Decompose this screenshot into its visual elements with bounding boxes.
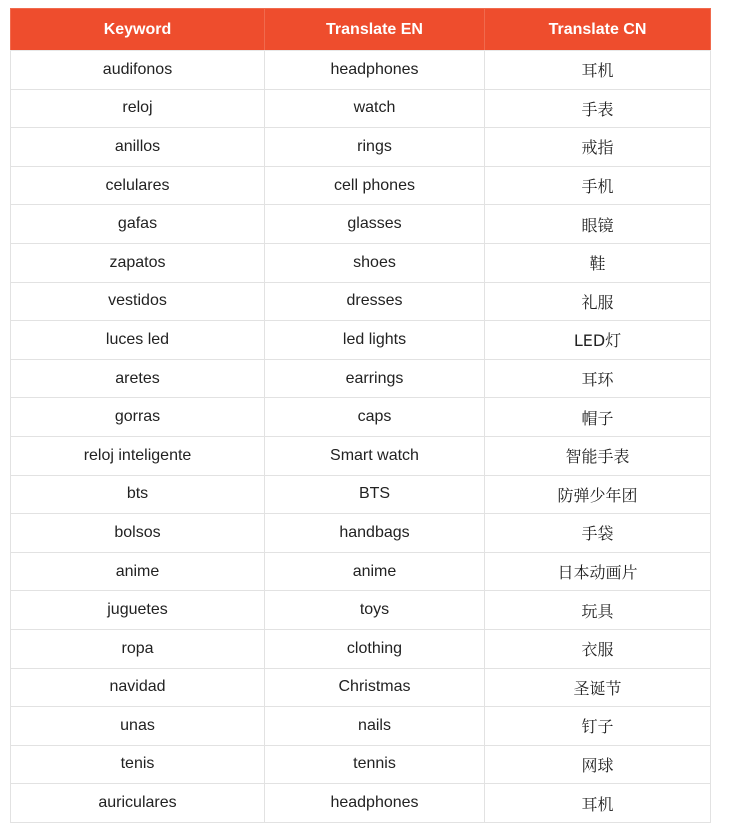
cell-translate-cn: 网球 [485,745,711,784]
cell-keyword: anillos [11,128,265,167]
cell-keyword: aretes [11,359,265,398]
cell-translate-cn: 手袋 [485,514,711,553]
cell-translate-en: nails [265,707,485,746]
cell-translate-cn: 防弹少年团 [485,475,711,514]
header-row [11,9,711,51]
cell-translate-en: cell phones [265,166,485,205]
table-row [11,166,711,205]
cell-keyword: reloj [11,89,265,128]
keyword-translation-table [10,8,711,823]
cell-translate-en: Christmas [265,668,485,707]
table-row [11,282,711,321]
cell-translate-en: headphones [265,51,485,90]
cell-keyword: gorras [11,398,265,437]
cell-keyword: vestidos [11,282,265,321]
cell-translate-en: watch [265,89,485,128]
table-row [11,51,711,90]
cell-keyword: navidad [11,668,265,707]
cell-translate-cn: 耳环 [485,359,711,398]
table-row [11,359,711,398]
table-row [11,398,711,437]
table-row [11,205,711,244]
cell-translate-en: BTS [265,475,485,514]
cell-keyword: reloj inteligente [11,436,265,475]
cell-translate-cn: 圣诞节 [485,668,711,707]
table-row [11,552,711,591]
cell-keyword: gafas [11,205,265,244]
table-row [11,475,711,514]
cell-translate-en: dresses [265,282,485,321]
cell-keyword: celulares [11,166,265,205]
table-row [11,89,711,128]
cell-translate-cn: 钉子 [485,707,711,746]
cell-translate-en: Smart watch [265,436,485,475]
cell-translate-cn: 礼服 [485,282,711,321]
cell-translate-cn: 眼镜 [485,205,711,244]
cell-translate-cn: 玩具 [485,591,711,630]
table-row [11,668,711,707]
cell-translate-cn: 鞋 [485,243,711,282]
cell-keyword: tenis [11,745,265,784]
cell-keyword: bolsos [11,514,265,553]
cell-keyword: juguetes [11,591,265,630]
cell-translate-cn: 耳机 [485,784,711,823]
table-row [11,436,711,475]
cell-keyword: bts [11,475,265,514]
table-row [11,629,711,668]
table-row [11,321,711,360]
column-header-translate-en: Translate EN [265,9,485,51]
cell-translate-en: caps [265,398,485,437]
cell-translate-en: tennis [265,745,485,784]
table-header [11,9,711,51]
table-row [11,784,711,823]
cell-translate-cn: 帽子 [485,398,711,437]
table-row [11,745,711,784]
cell-translate-cn: 日本动画片 [485,552,711,591]
cell-keyword: ropa [11,629,265,668]
table-body [11,51,711,823]
cell-keyword: audifonos [11,51,265,90]
cell-translate-cn: LED灯 [485,321,711,360]
cell-translate-en: headphones [265,784,485,823]
cell-translate-cn: 耳机 [485,51,711,90]
cell-translate-cn: 戒指 [485,128,711,167]
cell-translate-en: rings [265,128,485,167]
cell-translate-en: handbags [265,514,485,553]
column-header-translate-cn: Translate CN [485,9,711,51]
keyword-translation-table-container [10,8,710,823]
cell-keyword: zapatos [11,243,265,282]
cell-translate-en: earrings [265,359,485,398]
cell-translate-en: glasses [265,205,485,244]
cell-translate-cn: 手机 [485,166,711,205]
cell-translate-en: led lights [265,321,485,360]
cell-translate-cn: 智能手表 [485,436,711,475]
table-row [11,591,711,630]
cell-translate-en: anime [265,552,485,591]
table-row [11,128,711,167]
cell-keyword: auriculares [11,784,265,823]
table-row [11,707,711,746]
cell-translate-en: clothing [265,629,485,668]
cell-translate-cn: 手表 [485,89,711,128]
cell-translate-en: shoes [265,243,485,282]
cell-translate-cn: 衣服 [485,629,711,668]
cell-keyword: luces led [11,321,265,360]
column-header-keyword: Keyword [11,9,265,51]
cell-translate-en: toys [265,591,485,630]
table-row [11,514,711,553]
table-row [11,243,711,282]
cell-keyword: unas [11,707,265,746]
cell-keyword: anime [11,552,265,591]
